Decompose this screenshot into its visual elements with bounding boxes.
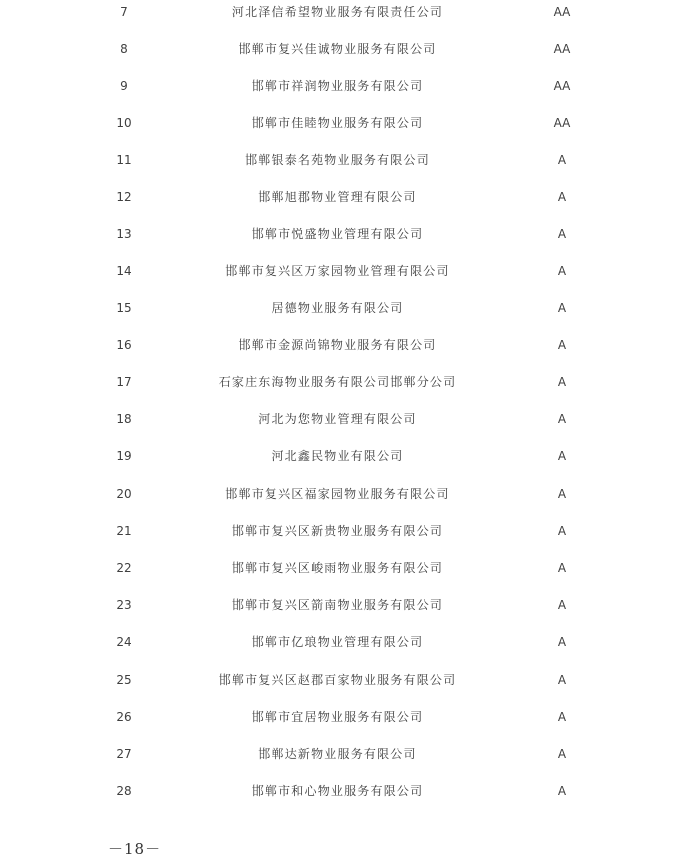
table-row	[0, 744, 697, 764]
row-number: 7	[120, 5, 128, 19]
table-row	[0, 670, 697, 690]
table-row	[0, 632, 697, 652]
company-name: 邯郸市复兴区新贵物业服务有限公司	[231, 524, 444, 538]
table-row	[0, 187, 697, 207]
rating-grade: A	[557, 412, 567, 426]
row-number: 18	[116, 412, 132, 426]
row-number: 9	[120, 79, 128, 93]
company-name: 邯郸旭郡物业管理有限公司	[258, 190, 417, 204]
company-name: 河北为您物业管理有限公司	[258, 412, 417, 426]
rating-grade: A	[557, 264, 567, 278]
table-row	[0, 484, 697, 504]
rating-grade: A	[557, 338, 567, 352]
company-name: 石家庄东海物业服务有限公司邯郸分公司	[218, 375, 457, 389]
rating-grade: A	[557, 747, 567, 761]
rating-grade: A	[557, 487, 567, 501]
company-name: 邯郸市宜居物业服务有限公司	[251, 710, 424, 724]
table-row	[0, 521, 697, 541]
row-number: 28	[116, 784, 132, 798]
row-number: 20	[116, 487, 132, 501]
row-number: 17	[116, 375, 132, 389]
rating-grade: A	[557, 190, 567, 204]
rating-grade: A	[557, 784, 567, 798]
rating-grade: A	[557, 153, 567, 167]
table-row	[0, 150, 697, 170]
table-row	[0, 707, 697, 727]
company-name: 邯郸市祥润物业服务有限公司	[251, 79, 424, 93]
row-number: 22	[116, 561, 132, 575]
company-name: 居德物业服务有限公司	[271, 301, 404, 315]
row-number: 26	[116, 710, 132, 724]
table-row	[0, 409, 697, 429]
rating-grade: A	[557, 524, 567, 538]
rating-grade: A	[557, 710, 567, 724]
company-name: 河北鑫民物业有限公司	[271, 449, 404, 463]
company-name: 邯郸市复兴区万家园物业管理有限公司	[225, 264, 450, 278]
table-row	[0, 113, 697, 133]
row-number: 19	[116, 449, 132, 463]
table-row	[0, 372, 697, 392]
table-row	[0, 261, 697, 281]
company-name: 邯郸市复兴区福家园物业服务有限公司	[225, 487, 450, 501]
table-row	[0, 595, 697, 615]
rating-grade: AA	[553, 5, 571, 19]
row-number: 14	[116, 264, 132, 278]
rating-grade: A	[557, 227, 567, 241]
table-row	[0, 781, 697, 801]
company-name: 邯郸市复兴区赵郡百家物业服务有限公司	[218, 673, 457, 687]
row-number: 24	[116, 635, 132, 649]
row-number: 11	[116, 153, 132, 167]
table-row	[0, 76, 697, 96]
table-row	[0, 298, 697, 318]
row-number: 16	[116, 338, 132, 352]
table-row	[0, 558, 697, 578]
table-row	[0, 335, 697, 355]
company-name: 邯郸市佳睦物业服务有限公司	[251, 116, 424, 130]
rating-grade: A	[557, 375, 567, 389]
company-name: 邯郸市复兴佳诚物业服务有限公司	[238, 42, 437, 56]
rating-grade: A	[557, 635, 567, 649]
row-number: 13	[116, 227, 132, 241]
rating-grade: A	[557, 598, 567, 612]
table-row	[0, 446, 697, 466]
company-name: 邯郸市复兴区峻雨物业服务有限公司	[231, 561, 444, 575]
row-number: 23	[116, 598, 132, 612]
company-name: 邯郸市和心物业服务有限公司	[251, 784, 424, 798]
rating-grade: AA	[553, 116, 571, 130]
rating-grade: A	[557, 673, 567, 687]
rating-grade: A	[557, 561, 567, 575]
table-row	[0, 39, 697, 59]
page-number: －18－	[108, 840, 162, 858]
company-name: 邯郸市悦盛物业管理有限公司	[251, 227, 424, 241]
row-number: 21	[116, 524, 132, 538]
row-number: 12	[116, 190, 132, 204]
company-name: 邯郸银泰名苑物业服务有限公司	[245, 153, 430, 167]
row-number: 27	[116, 747, 132, 761]
rating-grade: AA	[553, 79, 571, 93]
company-name: 邯郸市亿琅物业管理有限公司	[251, 635, 424, 649]
rating-grade: AA	[553, 42, 571, 56]
company-name: 邯郸市复兴区箭南物业服务有限公司	[231, 598, 444, 612]
row-number: 15	[116, 301, 132, 315]
row-number: 8	[120, 42, 128, 56]
company-name: 邯郸市金源尚锦物业服务有限公司	[238, 338, 437, 352]
row-number: 25	[116, 673, 132, 687]
company-name: 邯郸达新物业服务有限公司	[258, 747, 417, 761]
table-row	[0, 2, 697, 22]
rating-grade: A	[557, 449, 567, 463]
row-number: 10	[116, 116, 132, 130]
rating-grade: A	[557, 301, 567, 315]
table-row	[0, 224, 697, 244]
company-name: 河北泽信希望物业服务有限责任公司	[231, 5, 444, 19]
